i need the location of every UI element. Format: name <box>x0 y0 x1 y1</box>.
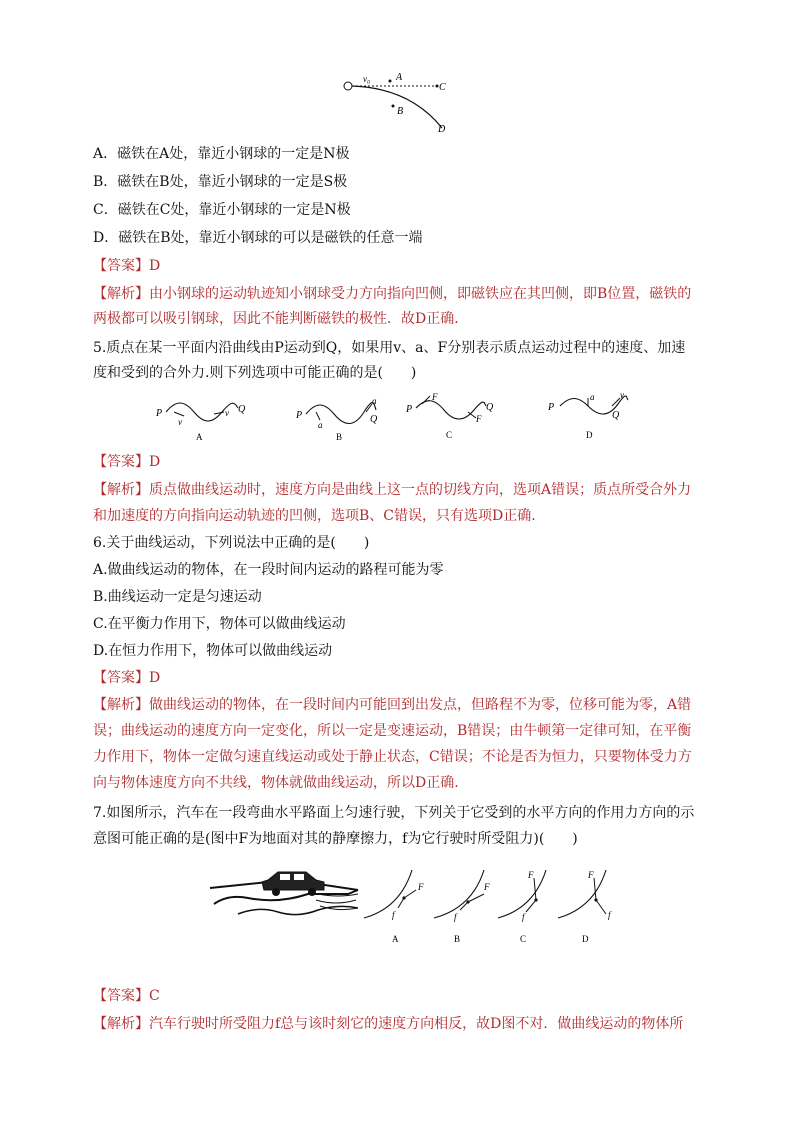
q4-trajectory-figure <box>340 68 460 134</box>
svg-text:C: C <box>446 430 453 440</box>
q4-analysis-line-1: 【解析】由小钢球的运动轨迹知小钢球受力方向指向凹侧，即磁铁应在其凹侧，即B位置，磁铁的 <box>93 286 692 302</box>
q6-analysis-line-1: 【解析】做曲线运动的物体，在一段时间内可能回到出发点，但路程不为零，位移可能为零，A错 <box>93 697 692 713</box>
q5-answer: 【答案】D <box>93 454 161 470</box>
svg-text:v: v <box>225 408 229 418</box>
q7-stem-line-1: 7.如图所示，汽车在一段弯曲水平路面上匀速行驶，下列关于它受到的水平方向的作用力方向的示 <box>93 805 695 821</box>
svg-text:f: f <box>454 912 457 922</box>
q6-answer: 【答案】D <box>93 670 161 686</box>
q5-options-figure <box>150 392 630 450</box>
svg-text:Q: Q <box>486 402 494 413</box>
q5-stem-line-1: 5.质点在某一平面内沿曲线由P运动到Q，如果用v、a、F分别表示质点运动过程中的速度、加速 <box>93 340 686 356</box>
svg-text:D: D <box>582 934 589 944</box>
q7-analysis-line-1: 【解析】汽车行驶时所受阻力f总与该时刻它的速度方向相反，故D图不对．做曲线运动的物体所 <box>93 1016 684 1032</box>
q5-figure-c <box>405 392 494 440</box>
q5-analysis-line-1: 【解析】质点做曲线运动时，速度方向是曲线上这一点的切线方向，选项A错误；质点所受合外力 <box>93 482 692 498</box>
svg-text:P: P <box>296 410 303 421</box>
svg-text:F: F <box>476 414 482 424</box>
q4-analysis-tag: 【解析】 <box>93 286 149 302</box>
svg-text:D: D <box>586 430 593 440</box>
q6-option-c: C.在平衡力作用下，物体可以做曲线运动 <box>93 616 346 632</box>
q6-option-d: D.在恒力作用下，物体可以做曲线运动 <box>93 643 333 659</box>
q6-option-b: B.曲线运动一定是匀速运动 <box>93 589 262 605</box>
svg-text:Q: Q <box>238 404 246 415</box>
q4-answer <box>93 256 160 276</box>
svg-text:Q: Q <box>370 414 378 425</box>
q5-stem-line-2: 度和受到的合外力.则下列选项中可能正确的是( ) <box>93 365 417 381</box>
q7-diagram-a <box>364 870 424 944</box>
q4-point-d: D <box>438 124 446 134</box>
svg-text:Q: Q <box>612 410 620 421</box>
q6-analysis-line-4: 向与物体速度方向不共线，物体就做曲线运动，所以D正确. <box>93 775 459 791</box>
svg-text:a: a <box>318 420 323 430</box>
svg-text:B: B <box>454 934 461 944</box>
q5-analysis-line-2: 和加速度的方向指向运动轨迹的凹侧，选项B、C错误，只有选项D正确. <box>93 508 536 524</box>
q4-point-c: C <box>439 82 446 93</box>
q4-option-a: A．磁铁在A处，靠近小钢球的一定是N极 <box>93 146 350 162</box>
svg-text:v: v <box>178 417 182 427</box>
q4-point-a: A <box>396 72 403 83</box>
svg-text:B: B <box>336 432 343 442</box>
svg-text:P: P <box>548 402 555 413</box>
svg-text:f: f <box>392 910 395 920</box>
svg-text:f: f <box>522 912 525 922</box>
svg-text:F: F <box>432 392 438 402</box>
q4-option-c: C．磁铁在C处，靠近小钢球的一定是N极 <box>93 202 351 218</box>
q4-answer-tag: 【答案】 <box>93 258 149 274</box>
svg-text:F: F <box>528 870 534 880</box>
svg-text:F: F <box>588 870 594 880</box>
svg-text:v: v <box>620 392 624 400</box>
q7-answer: 【答案】C <box>93 988 160 1004</box>
q5-figure-d <box>547 392 628 440</box>
svg-text:C: C <box>520 934 527 944</box>
q5-figure-b <box>295 396 378 442</box>
q4-analysis-line-2: 两极都可以吸引钢球，因此不能判断磁铁的极性．故D正确． <box>93 311 469 327</box>
svg-text:P: P <box>156 408 163 419</box>
car-on-curved-road-illustration <box>210 872 358 915</box>
q7-diagram-c <box>498 870 546 944</box>
svg-text:F: F <box>484 882 490 892</box>
q7-stem-line-2: 意图可能正确的是(图中F为地面对其的静摩擦力，f为它行驶时所受阻力)( ) <box>93 831 578 847</box>
svg-text:a: a <box>372 396 377 406</box>
svg-text:F: F <box>418 882 424 892</box>
q6-stem: 6.关于曲线运动，下列说法中正确的是( ) <box>93 535 370 551</box>
q7-diagram-b <box>434 870 490 944</box>
q4-option-b: B．磁铁在B处，靠近小钢球的一定是S极 <box>93 174 348 190</box>
svg-text:A: A <box>392 934 399 944</box>
svg-text:f: f <box>608 910 611 920</box>
q4-point-b: B <box>397 106 404 117</box>
q6-option-a: A.做曲线运动的物体，在一段时间内运动的路程可能为零 <box>93 562 444 578</box>
q7-diagram-d <box>558 870 612 944</box>
svg-text:A: A <box>196 432 203 442</box>
q6-analysis-line-2: 误；曲线运动的速度方向一定变化，所以一定是变速运动，B错误；由牛顿第一定律可知，在平衡 <box>93 723 692 739</box>
q4-answer-value: D <box>149 258 161 274</box>
q6-analysis-line-3: 力作用下，物体一定做匀速直线运动或处于静止状态，C错误；不论是否为恒力，只要物体受力方 <box>93 749 692 765</box>
svg-text:P: P <box>406 404 413 415</box>
q4-option-d: D．磁铁在B处，靠近小钢球的可以是磁铁的任意一端 <box>93 230 423 246</box>
svg-text:a: a <box>590 392 595 402</box>
q5-figure-a <box>155 403 246 442</box>
q4-v0-label: v₀ <box>363 74 371 84</box>
q7-figure <box>208 864 628 948</box>
